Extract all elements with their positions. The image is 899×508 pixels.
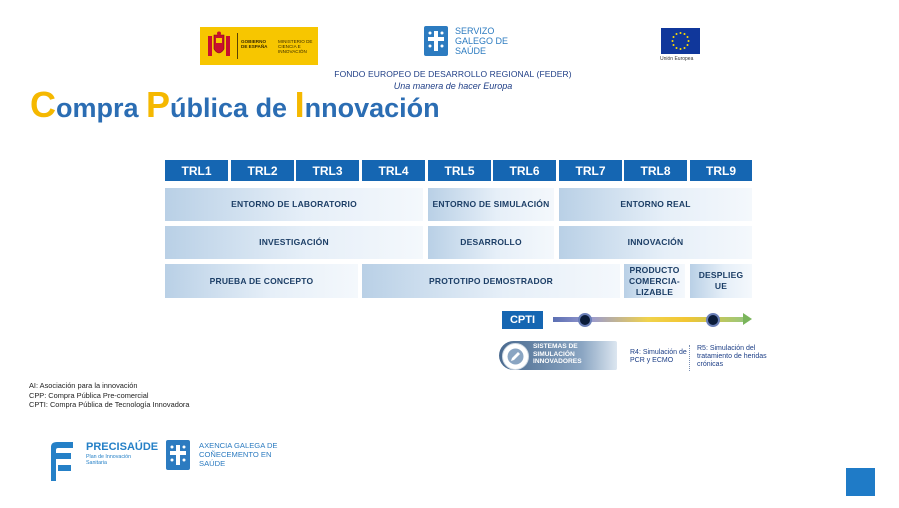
entorno-simulacion: ENTORNO DE SIMULACIÓN	[428, 188, 554, 221]
trl-5: TRL5	[428, 160, 491, 181]
timeline-marker-r4	[578, 313, 592, 327]
note-cpti: CPTI: Compra Pública de Tecnología Innovadora	[29, 400, 190, 410]
precisaude-title: PRECISAÚDE	[86, 441, 159, 453]
precisaude-logo-icon	[49, 441, 75, 483]
trl-7: TRL7	[559, 160, 622, 181]
trl-2: TRL2	[231, 160, 294, 181]
ministerio-label: MINISTERIO DE CIENCIA E INNOVACIÓN	[278, 39, 313, 54]
trl-3: TRL3	[296, 160, 359, 181]
title-cap-p: P	[146, 84, 171, 125]
gobierno-label: GOBIERNO DE ESPAÑA	[241, 39, 268, 49]
entorno-laboratorio: ENTORNO DE LABORATORIO	[165, 188, 423, 221]
trl-8: TRL8	[624, 160, 687, 181]
prueba-de-concepto: PRUEBA DE CONCEPTO	[165, 264, 358, 298]
eu-flag-icon	[661, 28, 700, 54]
title-word-1: ompra	[56, 93, 147, 123]
precisaude-subtitle: Plan de Innovación Sanitaria	[86, 454, 132, 466]
cpti-label: CPTI	[502, 311, 543, 329]
producto-comercializable: PRODUCTO COMERCIA-LIZABLE	[624, 264, 685, 298]
sergas-cross-icon	[424, 26, 448, 56]
gobierno-espana-logo	[200, 27, 318, 65]
arrow-right-icon	[743, 313, 752, 325]
acis-cross-icon	[166, 440, 190, 470]
eu-caption: Unión Europea	[660, 56, 694, 62]
desarrollo: DESARROLLO	[428, 226, 554, 259]
r4-simulation-label: R4: Simulación de PCR y ECMO	[630, 349, 687, 364]
trl-6: TRL6	[493, 160, 556, 181]
title-word-3: nnovación	[304, 93, 440, 123]
r5-simulation-label: R5: Simulación del tratamiento de heridas crónicas	[697, 345, 767, 368]
coat-of-arms-icon	[205, 31, 233, 61]
entorno-real: ENTORNO REAL	[559, 188, 752, 221]
feder-motto: Una manera de hacer Europa	[393, 81, 513, 91]
feder-line: FONDO EUROPEO DE DESARROLLO REGIONAL (FEDER)	[334, 69, 572, 79]
pencil-glyph-icon	[503, 344, 528, 369]
sergas-label: SERVIZO GALEGO DE SAÚDE	[455, 26, 509, 56]
prototipo-demostrador: PROTOTIPO DEMOSTRADOR	[362, 264, 620, 298]
acis-label: AXENCIA GALEGA DE COÑECEMENTO EN SAÚDE	[199, 441, 278, 468]
title-cap-i: I	[294, 84, 305, 125]
note-ai: AI: Asociación para la innovación	[29, 381, 138, 390]
page-title	[30, 84, 440, 126]
eu-stars-icon	[661, 28, 700, 54]
dotted-separator	[689, 345, 690, 371]
innovacion: INNOVACIÓN	[559, 226, 752, 259]
simulation-systems-text: SISTEMAS DE SIMULACIÓN INNOVADORES	[533, 343, 582, 365]
galicia-cross-small-icon	[166, 440, 190, 470]
galicia-cross-icon	[424, 26, 448, 56]
trl-4: TRL4	[362, 160, 425, 181]
title-cap-c: C	[30, 84, 56, 125]
pencil-icon	[502, 343, 529, 370]
acronym-notes	[29, 381, 190, 410]
investigacion: INVESTIGACIÓN	[165, 226, 423, 259]
title-word-2: ública de	[170, 93, 295, 123]
logo-divider	[237, 33, 238, 59]
timeline-marker-r5	[706, 313, 720, 327]
trl-9: TRL9	[690, 160, 752, 181]
trl-1: TRL1	[165, 160, 228, 181]
corner-square	[846, 468, 875, 496]
note-cpp: CPP: Compra Pública Pre-comercial	[29, 390, 149, 400]
despliegue: DESPLIEG UE	[690, 264, 752, 298]
